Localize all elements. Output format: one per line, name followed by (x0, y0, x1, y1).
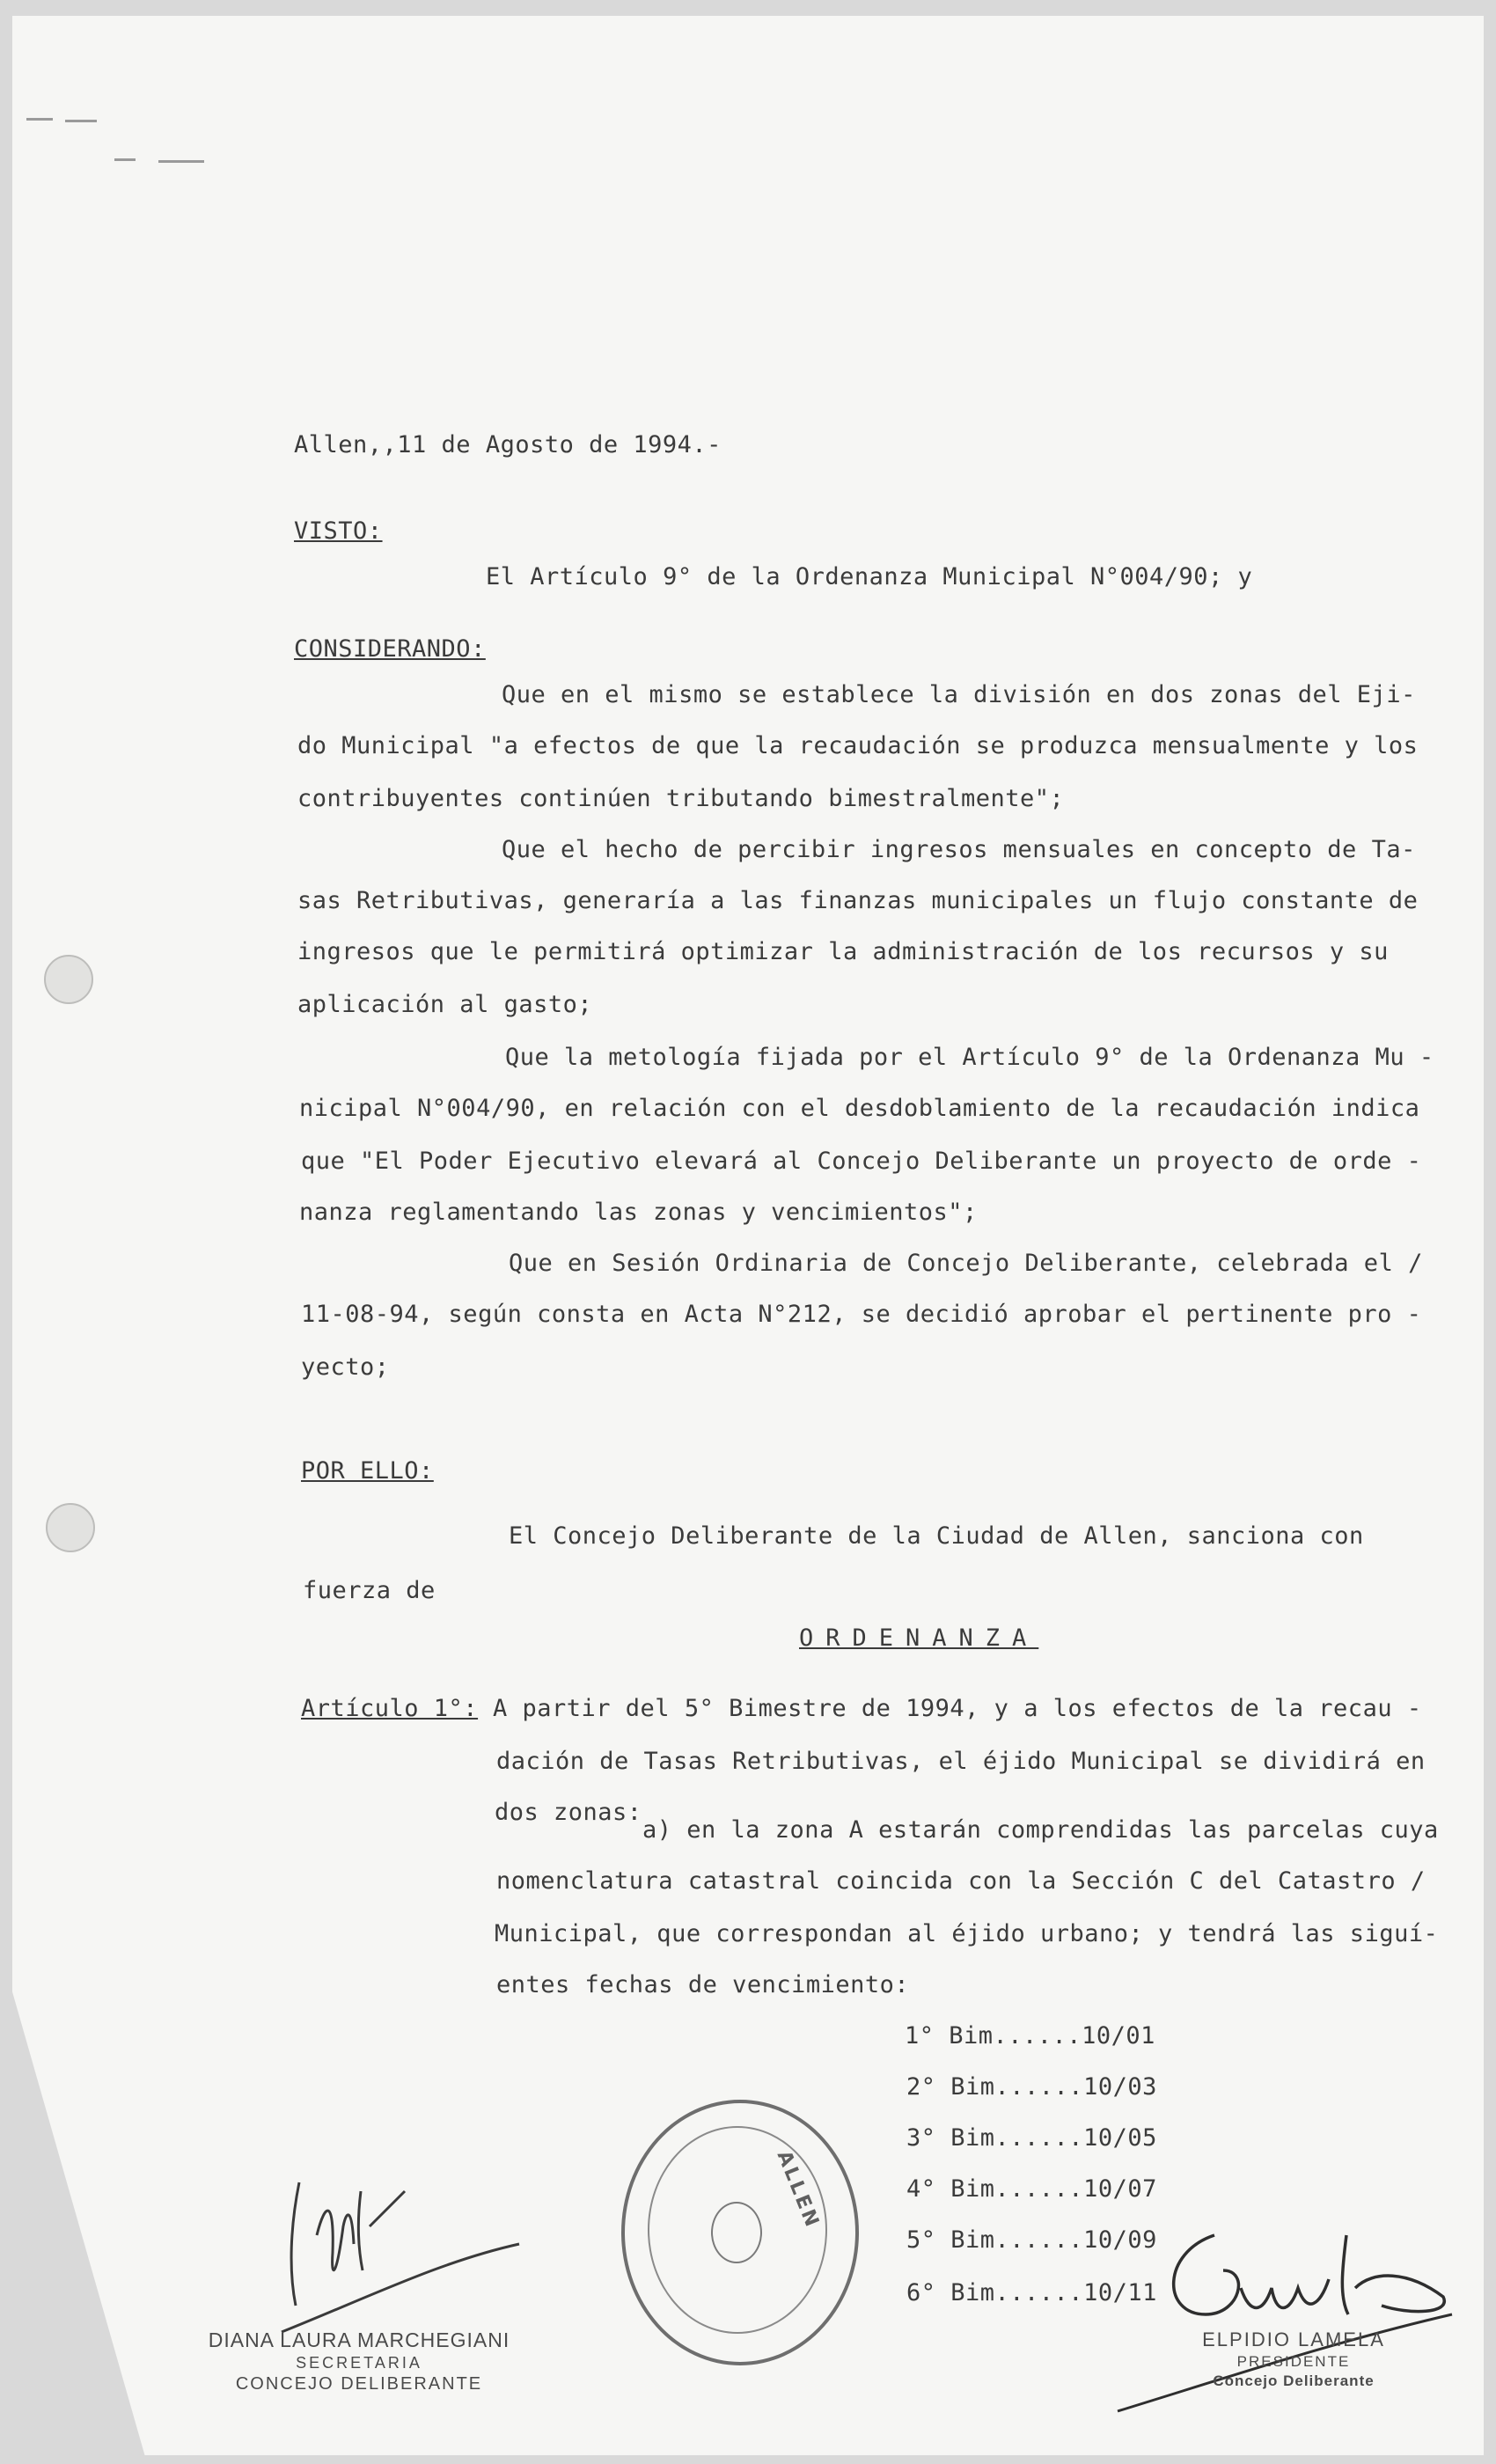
ordenanza-title: ORDENANZA (799, 1624, 1039, 1652)
emblem-icon (711, 2202, 762, 2263)
signatory-org: CONCEJO DELIBERANTE (235, 2374, 483, 2394)
por-ello-text: fuerza de (303, 1577, 436, 1604)
considerando-line: contribuyentes continúen tributando bimestralmente"; (297, 785, 1065, 812)
considerando-line: nicipal N°004/90, en relación con el desdoblamiento de la recaudación indica (299, 1095, 1420, 1122)
signatory-name: DIANA LAURA MARCHEGIANI (208, 2328, 510, 2351)
signatory-role: SECRETARIA (296, 2354, 422, 2372)
considerando-line: aplicación al gasto; (297, 991, 593, 1018)
considerando-line: Que el hecho de percibir ingresos mensuales en concepto de Ta- (502, 836, 1416, 863)
articulo-line: dos zonas: (495, 1799, 642, 1826)
articulo-line: Municipal, que correspondan al éjido urbano; y tendrá las siguí- (495, 1920, 1439, 1947)
official-seal (621, 2100, 859, 2365)
visto-text: El Artículo 9° de la Ordenanza Municipal N°004/90; y (486, 563, 1253, 590)
considerando-line: ingresos que le permitirá optimizar la administración de los recursos y su (297, 938, 1389, 965)
por-ello-heading: POR ELLO: (301, 1457, 434, 1485)
margin-mark (114, 158, 136, 161)
margin-mark (26, 118, 53, 121)
vencimiento-item: 5° Bim......10/09 (906, 2226, 1157, 2254)
vencimiento-item: 6° Bim......10/11 (906, 2279, 1157, 2306)
considerando-line: yecto; (301, 1353, 390, 1381)
vencimiento-item: 3° Bim......10/05 (906, 2124, 1157, 2152)
articulo-line: A partir del 5° Bimestre de 1994, y a los efectos de la recau - (493, 1695, 1422, 1722)
considerando-line: nanza reglamentando las zonas y vencimientos"; (299, 1199, 978, 1226)
articulo-line: a) en la zona A estarán comprendidas las parcelas cuya (642, 1816, 1439, 1844)
signature-right-block (1179, 2328, 1408, 2390)
considerando-line: Que en el mismo se establece la división en dos zonas del Eji- (502, 681, 1416, 708)
vencimiento-item: 4° Bim......10/07 (906, 2175, 1157, 2203)
punch-hole (44, 955, 93, 1004)
considerando-line: sas Retributivas, generaría a las finanzas municipales un flujo constante de (297, 887, 1419, 914)
document-date: Allen,,11 de Agosto de 1994.- (294, 431, 722, 458)
articulo-line: nomenclatura catastral coincida con la Sección C del Catastro / (496, 1867, 1426, 1895)
signature-left-block (201, 2328, 517, 2394)
articulo-label: Artículo 1°: (301, 1695, 479, 1722)
articulo-line: dación de Tasas Retributivas, el éjido Municipal se dividirá en (496, 1748, 1426, 1775)
signature-left (264, 2174, 528, 2350)
margin-mark (65, 120, 97, 122)
vencimiento-item: 1° Bim......10/01 (905, 2022, 1155, 2050)
seal-text: ALLEN (772, 2147, 824, 2233)
document-page (12, 16, 1484, 2455)
considerando-line: Que en Sesión Ordinaria de Concejo Deliberante, celebrada el / (509, 1250, 1423, 1277)
punch-hole (46, 1503, 95, 1552)
considerando-line: do Municipal "a efectos de que la recaudación se produzca mensualmente y los (297, 732, 1419, 759)
signatory-role: PRESIDENTE (1236, 2353, 1351, 2370)
visto-heading: VISTO: (294, 517, 383, 545)
considerando-line: que "El Poder Ejecutivo elevará al Concejo Deliberante un proyecto de orde - (301, 1148, 1422, 1175)
articulo-line: entes fechas de vencimiento: (496, 1971, 910, 1998)
signatory-org: Concejo Deliberante (1213, 2372, 1375, 2389)
signatory-name: ELPIDIO LAMELA (1202, 2328, 1385, 2350)
considerando-line: 11-08-94, según consta en Acta N°212, se decidió aprobar el pertinente pro - (301, 1301, 1422, 1328)
por-ello-text: El Concejo Deliberante de la Ciudad de Allen, sanciona con (509, 1522, 1364, 1550)
vencimiento-item: 2° Bim......10/03 (906, 2073, 1157, 2101)
margin-mark (158, 160, 204, 163)
considerando-line: Que la metología fijada por el Artículo 9° de la Ordenanza Mu - (505, 1044, 1434, 1071)
considerando-heading: CONSIDERANDO: (294, 635, 486, 663)
